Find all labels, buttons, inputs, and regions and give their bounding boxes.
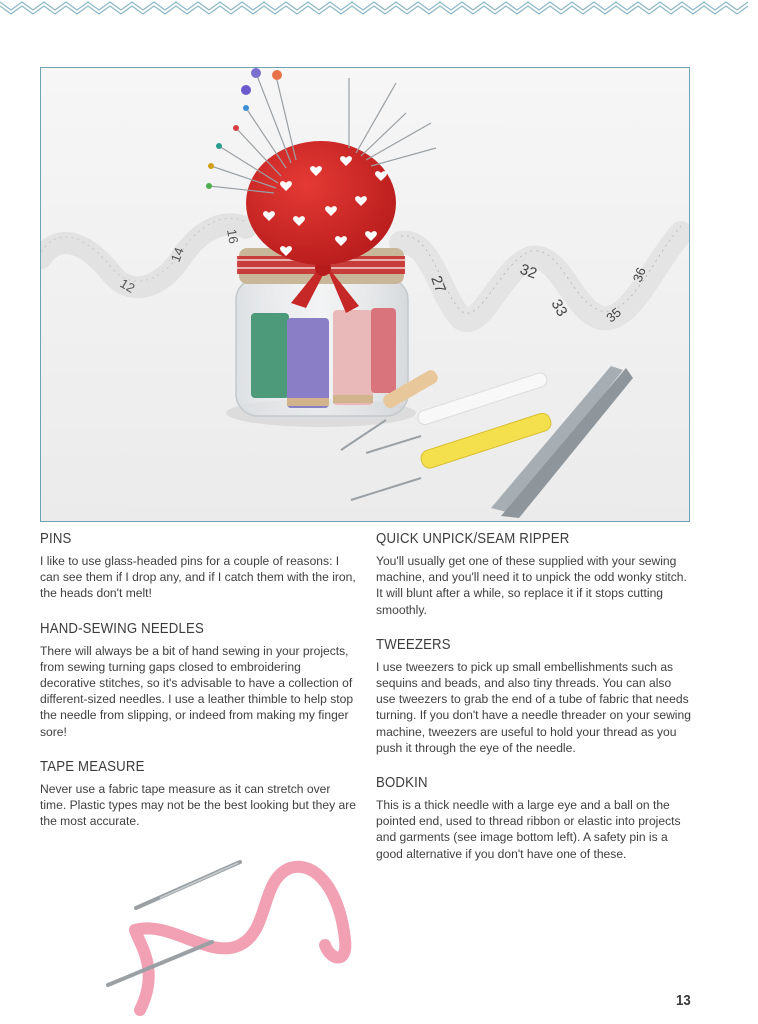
tape-number: 33 (547, 296, 571, 320)
section-title-pins: PINS (40, 530, 72, 547)
pink-ribbon (135, 867, 345, 958)
section-body-hand-sewing-needles: There will always be a bit of hand sewing in your projects, from sewing turning gaps closed to embroidering decorative stitches, so it's advisable to have a collection of different-sized needles. I use a leather thimble to help stop the needle from slipping, or indeed from making my finger sore! (40, 643, 354, 739)
top-zigzag-border (0, 0, 758, 16)
rose-thread-spool (371, 308, 396, 393)
section-title-bodkin: BODKIN (376, 774, 428, 792)
bodkin-ribbon-image (100, 850, 370, 1024)
section-title-hand-sewing-needles: HAND-SEWING NEEDLES (40, 619, 204, 637)
section-body-pins: I like to use glass-headed pins for a couple of reasons: I can see them if I drop any, and if I catch them with the iron, the heads don't melt! (40, 554, 356, 601)
section-body-tape-measure: Never use a fabric tape measure as it can stretch over time. Plastic types may not be the best looking but they are the most accurate. (40, 781, 356, 829)
purple-thread-spool (287, 318, 329, 408)
section-title-seam-ripper: QUICK UNPICK/SEAM RIPPER (376, 530, 570, 547)
tape-number: 14 (167, 245, 187, 265)
tape-number: 35 (603, 304, 625, 326)
bodkin-top (136, 862, 240, 908)
section-body-seam-ripper: You'll usually get one of these supplied with your sewing machine, and you'll need it to unpick the odd wonky stitch. It will blunt after a while, so replace it if it stops cutting smoothly. (376, 554, 687, 617)
tape-number: 27 (427, 273, 449, 296)
left-column (40, 530, 358, 847)
section-title-tape-measure: TAPE MEASURE (40, 757, 145, 775)
pink-thread-spool (333, 310, 373, 405)
page-number: 13 (676, 992, 691, 1009)
tape-number: 36 (629, 265, 649, 285)
tape-number: 16 (224, 227, 242, 245)
right-column (376, 530, 694, 880)
section-title-tweezers: TWEEZERS (376, 635, 451, 653)
tape-number: 32 (517, 260, 540, 283)
green-thread-spool (251, 313, 289, 398)
section-body-bodkin: This is a thick needle with a large eye and a ball on the pointed end, used to thread ribbon or elastic into projects and garments (see image bottom left). A safety pin is a good alternative if you don't have one of these. (376, 798, 681, 861)
sewing-kit-photo (40, 67, 690, 522)
glass-jar (236, 248, 408, 416)
section-body-tweezers: I use tweezers to pick up small embellishments such as sequins and beads, and also tiny threads. You can also use tweezers to grab the end of a tube of fabric that needs turning. If you don't have a needle threader on your sewing machine, tweezers are useful to hold your thread as you push it through the eye of the needle. (376, 659, 691, 755)
bodkin-bottom (108, 942, 212, 985)
tape-number: 12 (117, 275, 138, 296)
